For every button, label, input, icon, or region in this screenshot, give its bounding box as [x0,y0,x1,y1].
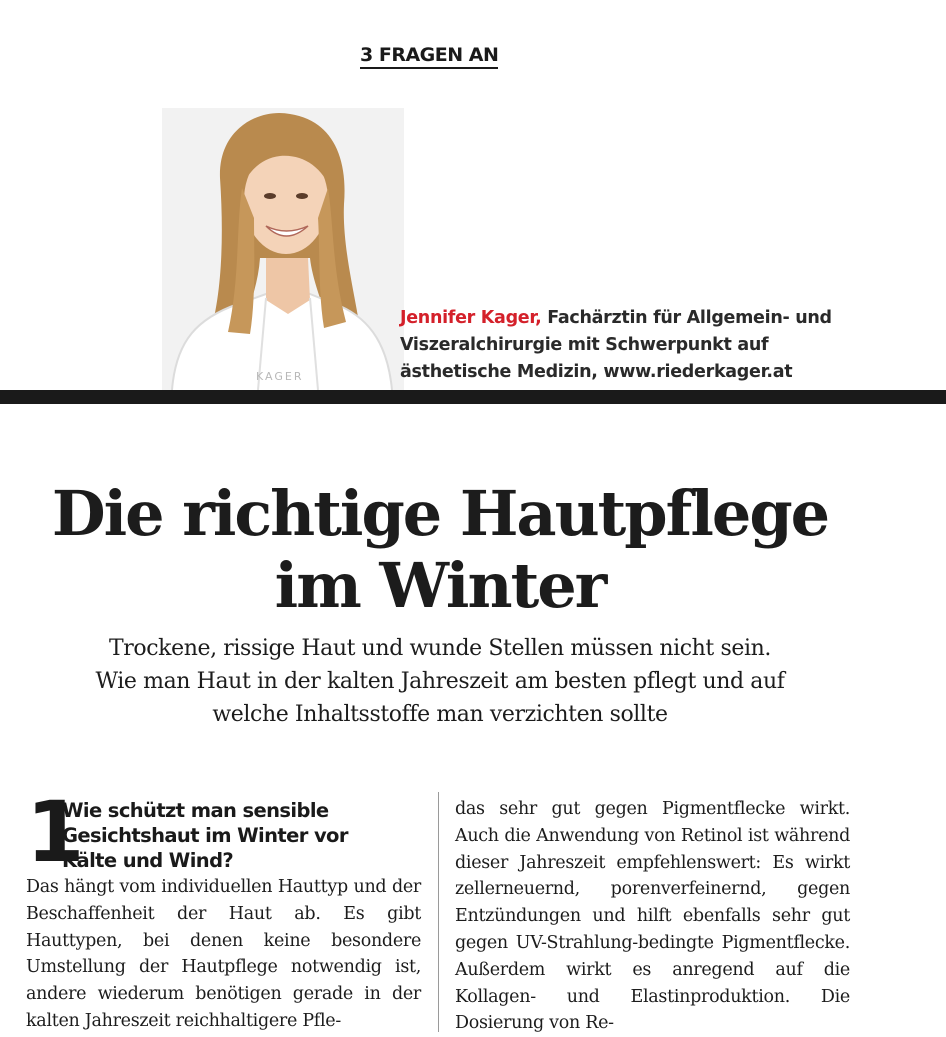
article-deck [0,632,880,731]
author-caption [400,305,920,386]
headline-line-2: im Winter [274,549,606,622]
author-name: Jennifer Kager, [400,308,542,328]
deck-line-3: welche Inhaltsstoffe man verzichten sollte [212,702,668,727]
author-title-part-1: Fachärztin für Allgemein- und [541,308,832,328]
question-1-heading [26,783,421,881]
answer-1-text: Das hängt vom individuellen Hauttyp und der Beschaffenheit der Haut ab. Es gibt Hauttypen, bei denen keine besondere Umstellung der Hautpflege notwendig ist, andere wiederum benötigen gerade in der kalten Jahreszeit reichhaltigere Pfle- [26,877,421,1031]
question-number: 1 [26,783,81,881]
caption-line-2: Viszeralchirurgie mit Schwerpunkt auf [400,335,769,355]
question-1-line-3: Kälte und Wind? [62,849,234,872]
portrait-photo [162,108,404,390]
left-column [26,783,421,1035]
headline-line-1: Die richtige Hautpflege [51,477,829,550]
question-1-line-1: Wie schützt man sensible [62,799,329,822]
section-kicker: 3 FRAGEN AN [360,44,498,69]
deck-line-1: Trockene, rissige Haut und wunde Stellen müssen nicht sein. [109,636,771,661]
coat-badge: KAGER [256,370,304,383]
portrait-illustration [162,108,404,390]
right-column-text: das sehr gut gegen Pigmentflecke wirkt. Auch die Anwendung von Retinol ist während dieser Jahreszeit empfehlenswert: Es wirkt zellerneuernd, porenverfeinernd, gegen Entzündungen und hilft ebenfalls sehr gut gegen UV-Strahlung-bedingte Pigmentflecke. Außerdem wirkt es anregend auf die Kollagen- und Elastinproduktion. Die Dosierung von Re- [455,799,850,1034]
section-rule [0,390,946,404]
deck-line-2: Wie man Haut in der kalten Jahreszeit am besten pflegt und auf [95,669,785,694]
question-1-text [62,798,348,873]
caption-line-1 [400,305,920,332]
caption-line-3: ästhetische Medizin, www.riederkager.at [400,362,793,382]
column-divider [438,792,439,1032]
right-column [455,796,850,1037]
question-1-line-2: Gesichtshaut im Winter vor [62,824,348,847]
article-headline [0,478,880,622]
